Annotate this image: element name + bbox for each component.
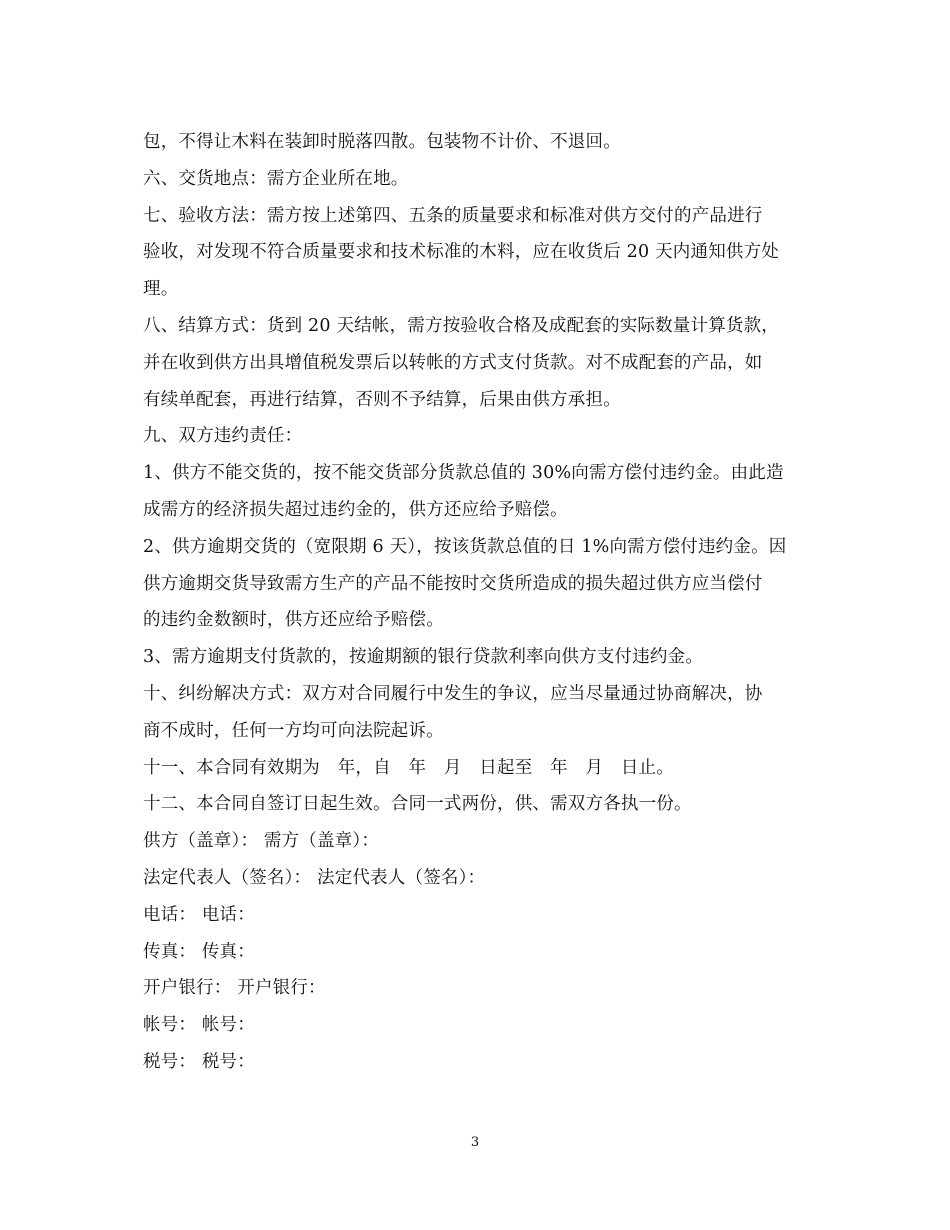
text-line: 2、供方逾期交货的（宽限期 6 天），按该货款总值的日 1%向需方偿付违约金。因 [143,536,787,557]
text-line: 八、结算方式：货到 20 天结帐，需方按验收合格及成配套的实际数量计算货款， [143,315,779,336]
text-line: 帐号： 帐号： [143,1015,255,1036]
text-line: 1、供方不能交货的，按不能交货部分货款总值的 30%向需方偿付违约金。由此造 [143,463,784,484]
text-line: 有续单配套，再进行结算，否则不予结算，后果由供方承担。 [143,389,621,410]
text-line: 成需方的经济损失超过违约金的，供方还应给予赔偿。 [143,499,568,520]
text-line: 供方逾期交货导致需方生产的产品不能按时交货所造成的损失超过供方应当偿付 [143,573,763,594]
page-number: 3 [470,1135,480,1150]
text-line: 商不成时，任何一方均可向法院起诉。 [143,720,444,741]
text-line: 六、交货地点：需方企业所在地。 [143,168,409,189]
text-line: 法定代表人（签名）： 法定代表人（签名）： [143,867,486,888]
text-line: 税号： 税号： [143,1051,255,1072]
text-line: 传真： 传真： [143,941,255,962]
text-line: 九、双方违约责任： [143,426,303,447]
text-line: 十一、本合同有效期为 年，自 年 月 日起至 年 月 日止。 [143,757,674,778]
text-line: 开户银行： 开户银行： [143,978,326,999]
contract-body-text [143,124,823,1081]
text-line: 包，不得让木料在装卸时脱落四散。包装物不计价、不退回。 [143,132,621,152]
text-line: 验收，对发现不符合质量要求和技术标准的木料，应在收货后 20 天内通知供方处 [143,242,779,263]
text-line: 十、纠纷解决方式：双方对合同履行中发生的争议，应当尽量通过协商解决，协 [143,683,763,704]
text-line: 并在收到供方出具增值税发票后以转帐的方式支付货款。对不成配套的产品，如 [143,352,763,373]
text-line: 3、需方逾期支付货款的，按逾期额的银行贷款利率向供方支付违约金。 [143,647,704,668]
text-line: 电话： 电话： [143,904,255,925]
text-line: 理。 [143,279,179,300]
text-line: 十二、本合同自签订日起生效。合同一式两份，供、需双方各执一份。 [143,794,692,815]
text-line: 供方（盖章）： 需方（盖章）： [143,831,380,852]
text-line: 七、验收方法：需方按上述第四、五条的质量要求和标准对供方交付的产品进行 [143,205,763,226]
text-line: 的违约金数额时，供方还应给予赔偿。 [143,610,444,631]
